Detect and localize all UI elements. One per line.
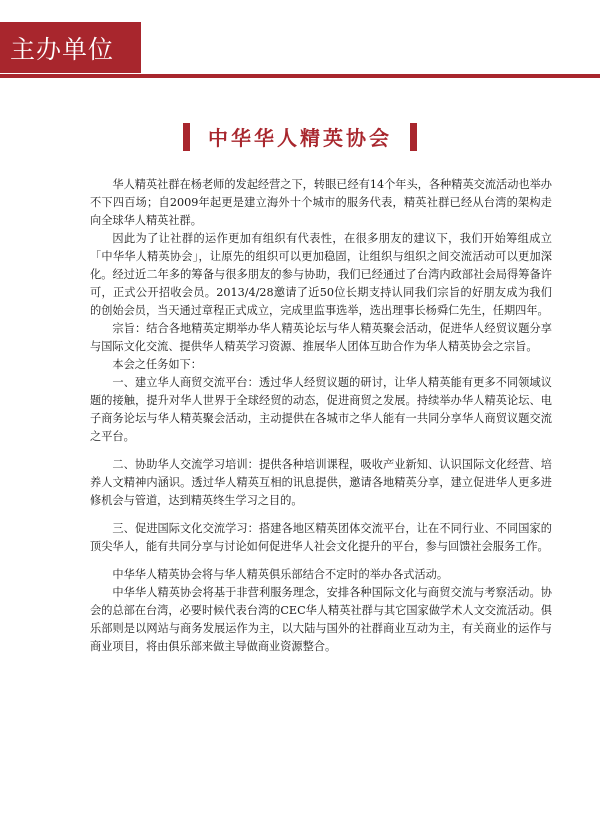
paragraph-intro: 华人精英社群在杨老师的发起经营之下，转眼已经有14个年头，各种精英交流活动也举办不下四百场；自2009年起更是建立海外十个城市的服务代表，精英社群已经从台湾的架构走向全球华人精英社群。 [90, 178, 552, 227]
article-body [90, 176, 552, 656]
paragraph-founding: 因此为了让社群的运作更加有组织有代表性，在很多朋友的建议下，我们开始筹组成立「中华华人精英协会」，让原先的组织可以更加稳固，让组织与组织之间交流活动可以更加深化。经过近二年多的筹备与很多朋友的参与协助，我们已经通过了台湾内政部社会局得筹备许可，正式公开招收会员。2013/4/28邀请了近50位长期支持认同我们宗旨的好朋友成为我们的创始会员，当天通过章程正式成立，完成里监事选举，选出理事长杨舜仁先生，任期四年。 [90, 232, 552, 317]
banner-title: 主办单位 [10, 34, 115, 64]
header-divider [0, 74, 600, 78]
heading-title: 中华华人精英协会 [208, 126, 392, 150]
paragraph-mission: 宗旨：结合各地精英定期举办华人精英论坛与华人精英聚会活动，促进华人经贸议题分享与国际文化交流、提供华人精英学习资源、推展华人团体互助合作为华人精英协会之宗旨。 [90, 322, 552, 353]
heading-left-bar [183, 123, 190, 151]
paragraph-task-1: 一、建立华人商贸交流平台：透过华人经贸议题的研讨，让华人精英能有更多不同领域议题的接触，提升对华人世界于全球经贸的动态，促进商贸之发展。持续举办华人精英论坛、电子商务论坛与华人精英聚会活动，主动提供在各城市之华人能有一共同分享华人商贸议题交流之平台。 [90, 376, 552, 443]
section-banner [0, 22, 141, 73]
heading-right-bar [410, 123, 417, 151]
paragraph-tasks-heading: 本会之任务如下： [112, 358, 202, 371]
paragraph-task-3: 三、促进国际文化交流学习：搭建各地区精英团体交流平台，让在不同行业、不同国家的顶尖华人，能有共同分享与讨论如何促进华人社会文化提升的平台，参与回馈社会服务工作。 [90, 522, 552, 553]
paragraph-closing: 中华华人精英协会将基于非营利服务理念，安排各种国际文化与商贸交流与考察活动。协会的总部在台湾，必要时候代表台湾的CEC华人精英社群与其它国家做学术人文交流活动。俱乐部则是以网站与商务发展运作为主，以大陆与国外的社群商业互动为主，有关商业的运作与商业项目，将由俱乐部来做主导做商业资源整合。 [90, 586, 552, 653]
article-heading [0, 122, 600, 151]
paragraph-club-activities: 中华华人精英协会将与华人精英俱乐部结合不定时的举办各式活动。 [112, 568, 449, 581]
paragraph-task-2: 二、协助华人交流学习培训：提供各种培训课程，吸收产业新知、认识国际文化经营、培养人文精神内涵识。透过华人精英互相的讯息提供，邀请各地精英分享，建立促进华人更多进修机会与管道，达到精英终生学习之目的。 [90, 458, 552, 507]
